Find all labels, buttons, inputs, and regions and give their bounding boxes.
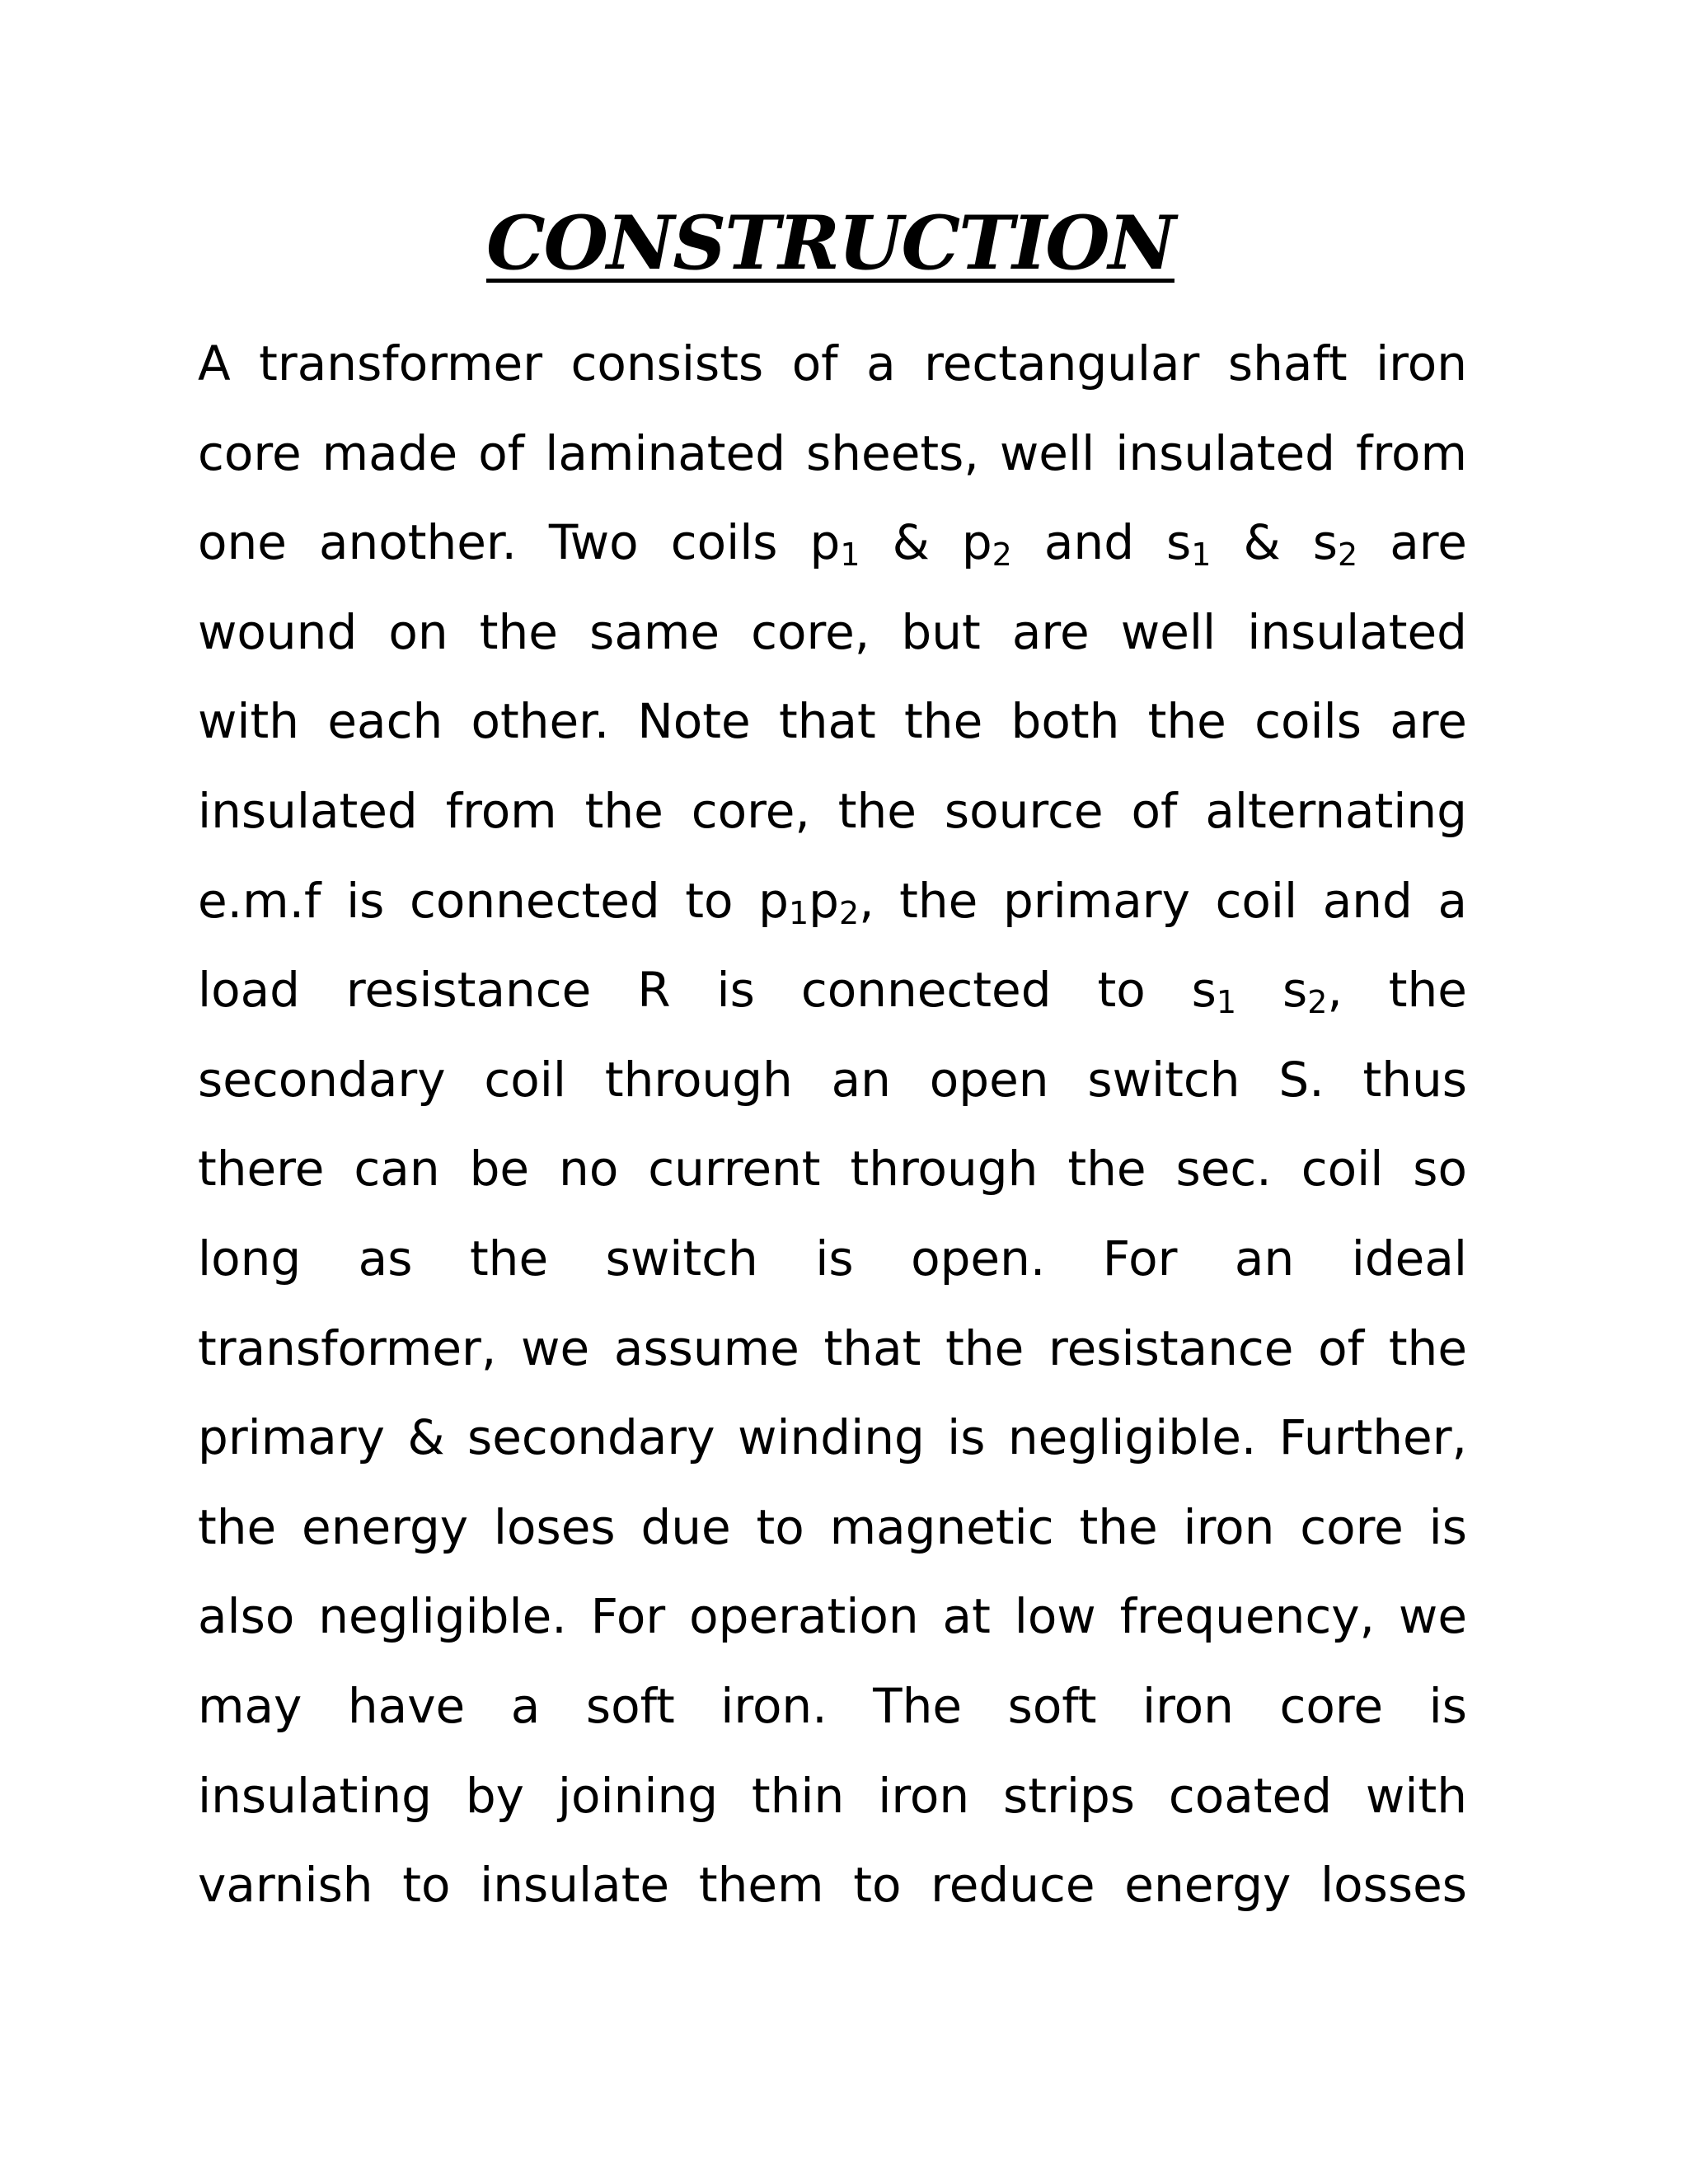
text-segment: one another. Two coils p (198, 514, 841, 571)
page-title: CONSTRUCTION (486, 199, 1175, 287)
subscript: 1 (788, 894, 809, 931)
subscript: 2 (1307, 984, 1328, 1021)
text-line (198, 588, 1467, 677)
text-segment: transformer, we assume that the resistance of the (198, 1319, 1467, 1376)
text-segment: long as the switch is open. For an ideal (198, 1230, 1467, 1286)
text-line (198, 856, 1467, 946)
text-segment: core made of laminated sheets, well insulated from (198, 424, 1467, 481)
text-segment: s (1236, 962, 1308, 1019)
text-line (198, 409, 1467, 499)
text-segment: secondary coil through an open switch S. thus (198, 1051, 1467, 1108)
text-segment: & s (1211, 514, 1338, 571)
subscript: 1 (1191, 537, 1212, 574)
text-segment: & p (860, 514, 992, 571)
text-line (198, 1214, 1467, 1304)
text-segment: with each other. Note that the both the coils are (198, 693, 1467, 750)
text-segment: the energy loses due to magnetic the iron core is (198, 1498, 1467, 1555)
text-line (198, 1751, 1467, 1841)
text-line (198, 498, 1467, 588)
text-line (198, 1483, 1467, 1572)
text-segment: wound on the same core, but are well insulated (198, 603, 1467, 660)
text-line (198, 1304, 1467, 1394)
text-segment: primary & secondary winding is negligible. Further, (198, 1409, 1467, 1466)
subscript: 1 (1216, 984, 1237, 1021)
text-line (198, 1840, 1467, 1930)
text-line (198, 766, 1467, 856)
text-segment: e.m.f is connected to p (198, 872, 789, 929)
text-line (198, 1035, 1467, 1125)
text-line (198, 1393, 1467, 1483)
text-segment: may have a soft iron. The soft iron core is (198, 1677, 1467, 1734)
text-segment: p (809, 872, 839, 929)
subscript: 2 (838, 894, 860, 931)
text-segment: also negligible. For operation at low frequency, we (198, 1588, 1467, 1645)
text-segment: are (1357, 514, 1467, 571)
text-segment: A transformer consists of a rectangular shaft iron (198, 335, 1467, 391)
subscript: 2 (992, 537, 1012, 574)
text-segment: load resistance R is connected to s (198, 962, 1217, 1019)
text-segment: insulating by joining thin iron strips coated with (198, 1767, 1467, 1824)
subscript: 1 (840, 537, 860, 574)
text-segment: , the (1327, 962, 1467, 1019)
text-line (198, 1572, 1467, 1661)
text-segment: varnish to insulate them to reduce energy losses (198, 1857, 1467, 1914)
text-segment: insulated from the core, the source of alternating (198, 782, 1467, 839)
subscript: 2 (1337, 537, 1358, 574)
text-line (198, 677, 1467, 766)
text-segment: and s (1011, 514, 1192, 571)
body-paragraph (198, 319, 1467, 1930)
text-line (198, 319, 1467, 409)
text-line (198, 945, 1467, 1035)
text-segment: , the primary coil and a (859, 872, 1467, 929)
text-segment: there can be no current through the sec. coil so (198, 1141, 1467, 1197)
text-line (198, 1661, 1467, 1751)
text-line (198, 1124, 1467, 1214)
